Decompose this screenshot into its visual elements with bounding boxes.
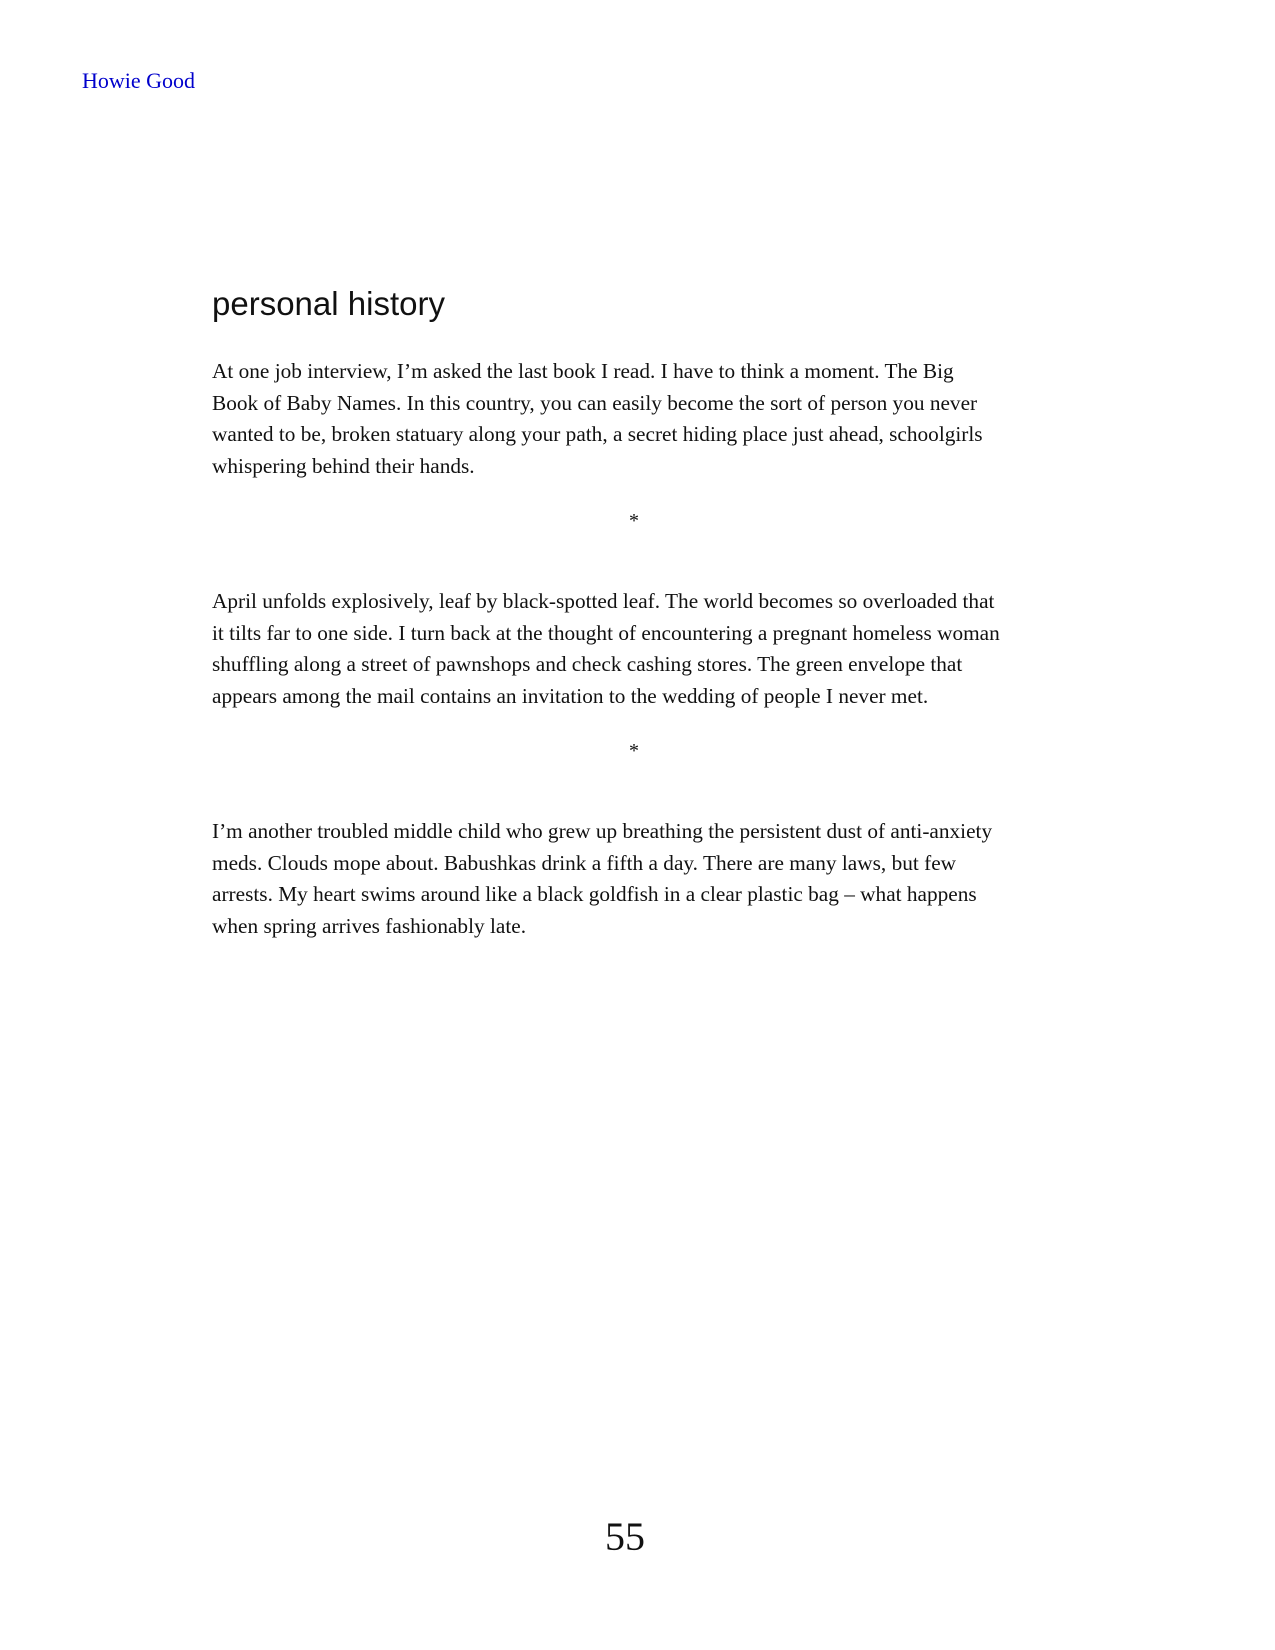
page-number: 55 — [605, 1514, 645, 1559]
poem-paragraph-1: At one job interview, I’m asked the last book I read. I have to think a moment. The Big Book of Baby Names. In this country, you can easily become the sort of person you never wanted to be, broken statuary along your path, a secret hiding place just ahead, schoolgirls whispering behind their hands. — [212, 359, 983, 478]
poem-paragraph-3: I’m another troubled middle child who grew up breathing the persistent dust of anti-anxiety meds. Clouds mope about. Babushkas drink a fifth a day. There are many laws, but few arrests. My heart swims around like a black goldfish in a clear plastic bag – what happens when spring arrives fashionably late. — [212, 819, 993, 938]
section-separator-1: * — [629, 510, 639, 532]
section-separator-2: * — [629, 740, 639, 762]
running-header-author: Howie Good — [82, 68, 196, 93]
poem-title: personal history — [212, 285, 445, 322]
poem-body — [212, 282, 1002, 942]
poem-paragraph-2: April unfolds explosively, leaf by black-spotted leaf. The world becomes so overloaded that it tilts far to one side. I turn back at the thought of encountering a pregnant homeless woman shuffling along a street of pawnshops and check cashing stores. The green envelope that appears among the mail contains an invitation to the wedding of people I never met. — [212, 589, 1000, 708]
